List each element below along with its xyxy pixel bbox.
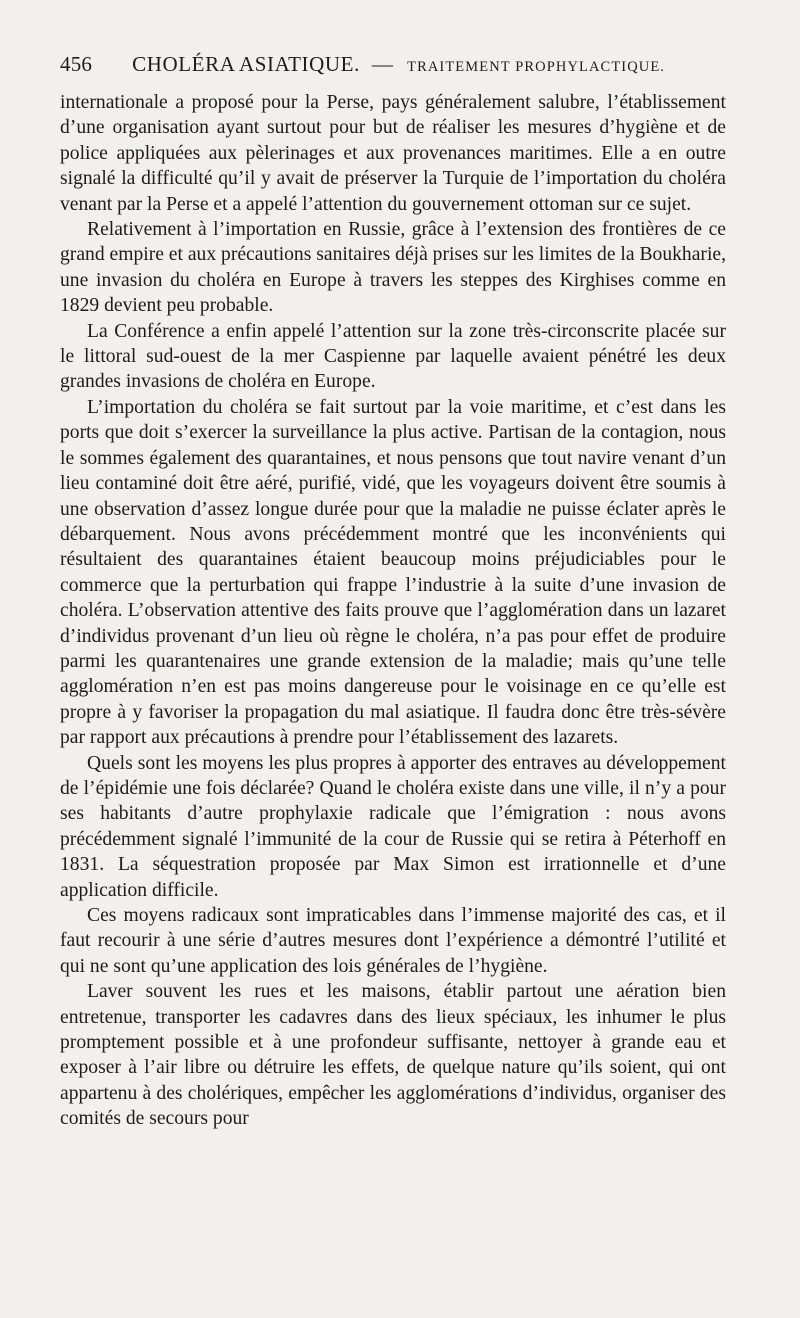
paragraph-1: internationale a proposé pour la Perse, pays généralement salubre, l’établissement d’une organisation ayant surtout pour but de réaliser les mesures d’hygiène et de police appliquées aux pèlerinages et aux provenances maritimes. Elle a en outre signalé la difficulté qu’il y avait de préserver la Turquie de l’importation du choléra venant par la Perse et a appelé l’attention du gouvernement ottoman sur ce sujet.	[60, 92, 726, 215]
body-text	[60, 90, 726, 1132]
paragraph-3: La Conférence a enfin appelé l’attention sur la zone très-circonscrite placée sur le littoral sud-ouest de la mer Caspienne par laquelle avaient pénétré les deux grandes invasions de choléra en Europe.	[60, 320, 726, 393]
header-separator: —	[371, 52, 394, 76]
paragraph-5: Quels sont les moyens les plus propres à apporter des entraves au développement de l’épidémie une fois déclarée? Quand le choléra existe dans une ville, il n’y a pour ses habitants d’autre prophylaxie radicale que l’émigration : nous avons précédemment signalé l’immunité de la cour de Russie qui se retira à Péterhoff en 1831. La séquestration proposée par Max Simon est irrationnelle et d’une application difficile.	[60, 752, 726, 901]
paragraph-7: Laver souvent les rues et les maisons, établir partout une aération bien entretenue, transporter les cadavres dans des lieux spéciaux, les inhumer le plus promptement possible et à une profondeur suffisante, nettoyer à grande eau et exposer à l’air libre ou détruire les effets, de quelque nature qu’ils soient, qui ont appartenu à des cholériques, empêcher les agglomérations d’individus, organiser des comités de secours pour	[60, 981, 726, 1130]
paragraph-6: Ces moyens radicaux sont impraticables dans l’immense majorité des cas, et il faut recourir à une série d’autres mesures dont l’expérience a démontré l’utilité et qui ne sont qu’une application des lois générales de l’hygiène.	[60, 905, 726, 977]
paragraph-4: L’importation du choléra se fait surtout par la voie maritime, et c’est dans les ports que doit s’exercer la surveillance la plus active. Partisan de la contagion, nous le sommes également des quarantaines, et nous pensons que tout navire venant d’un lieu contaminé doit être aéré, purifié, vidé, que les voyageurs doivent être soumis à une observation d’assez longue durée pour que la maladie ne puisse éclater après le débarquement. Nous avons précédemment montré que les inconvénients qui résultaient des quarantaines étaient beaucoup moins préjudiciables pour le commerce que la perturbation qui frappe l’industrie à la suite d’une invasion de choléra. L’observation attentive des faits prouve que l’agglomération dans un lazaret d’individus provenant d’un lieu où règne le choléra, n’a pas pour effet de produire parmi les quarantenaires une grande extension de la maladie; mais qu’une telle agglomération n’en est pas moins dangereuse pour le voisinage en ce qu’elle est propre à y favoriser la propagation du mal asiatique. Il faudra donc être très-sévère par rapport aux précautions à prendre pour l’établissement des lazarets.	[60, 396, 726, 749]
running-subtitle: TRAITEMENT PROPHYLACTIQUE.	[407, 59, 666, 75]
page-number: 456	[60, 52, 93, 76]
paragraph-2: Relativement à l’importation en Russie, grâce à l’extension des frontières de ce grand empire et aux précautions sanitaires déjà prises sur les limites de la Boukharie, une invasion du choléra en Europe à travers les steppes des Kirghises comme en 1829 devient peu probable.	[60, 219, 726, 317]
running-head	[60, 52, 726, 90]
running-title: CHOLÉRA ASIATIQUE.	[132, 52, 360, 76]
